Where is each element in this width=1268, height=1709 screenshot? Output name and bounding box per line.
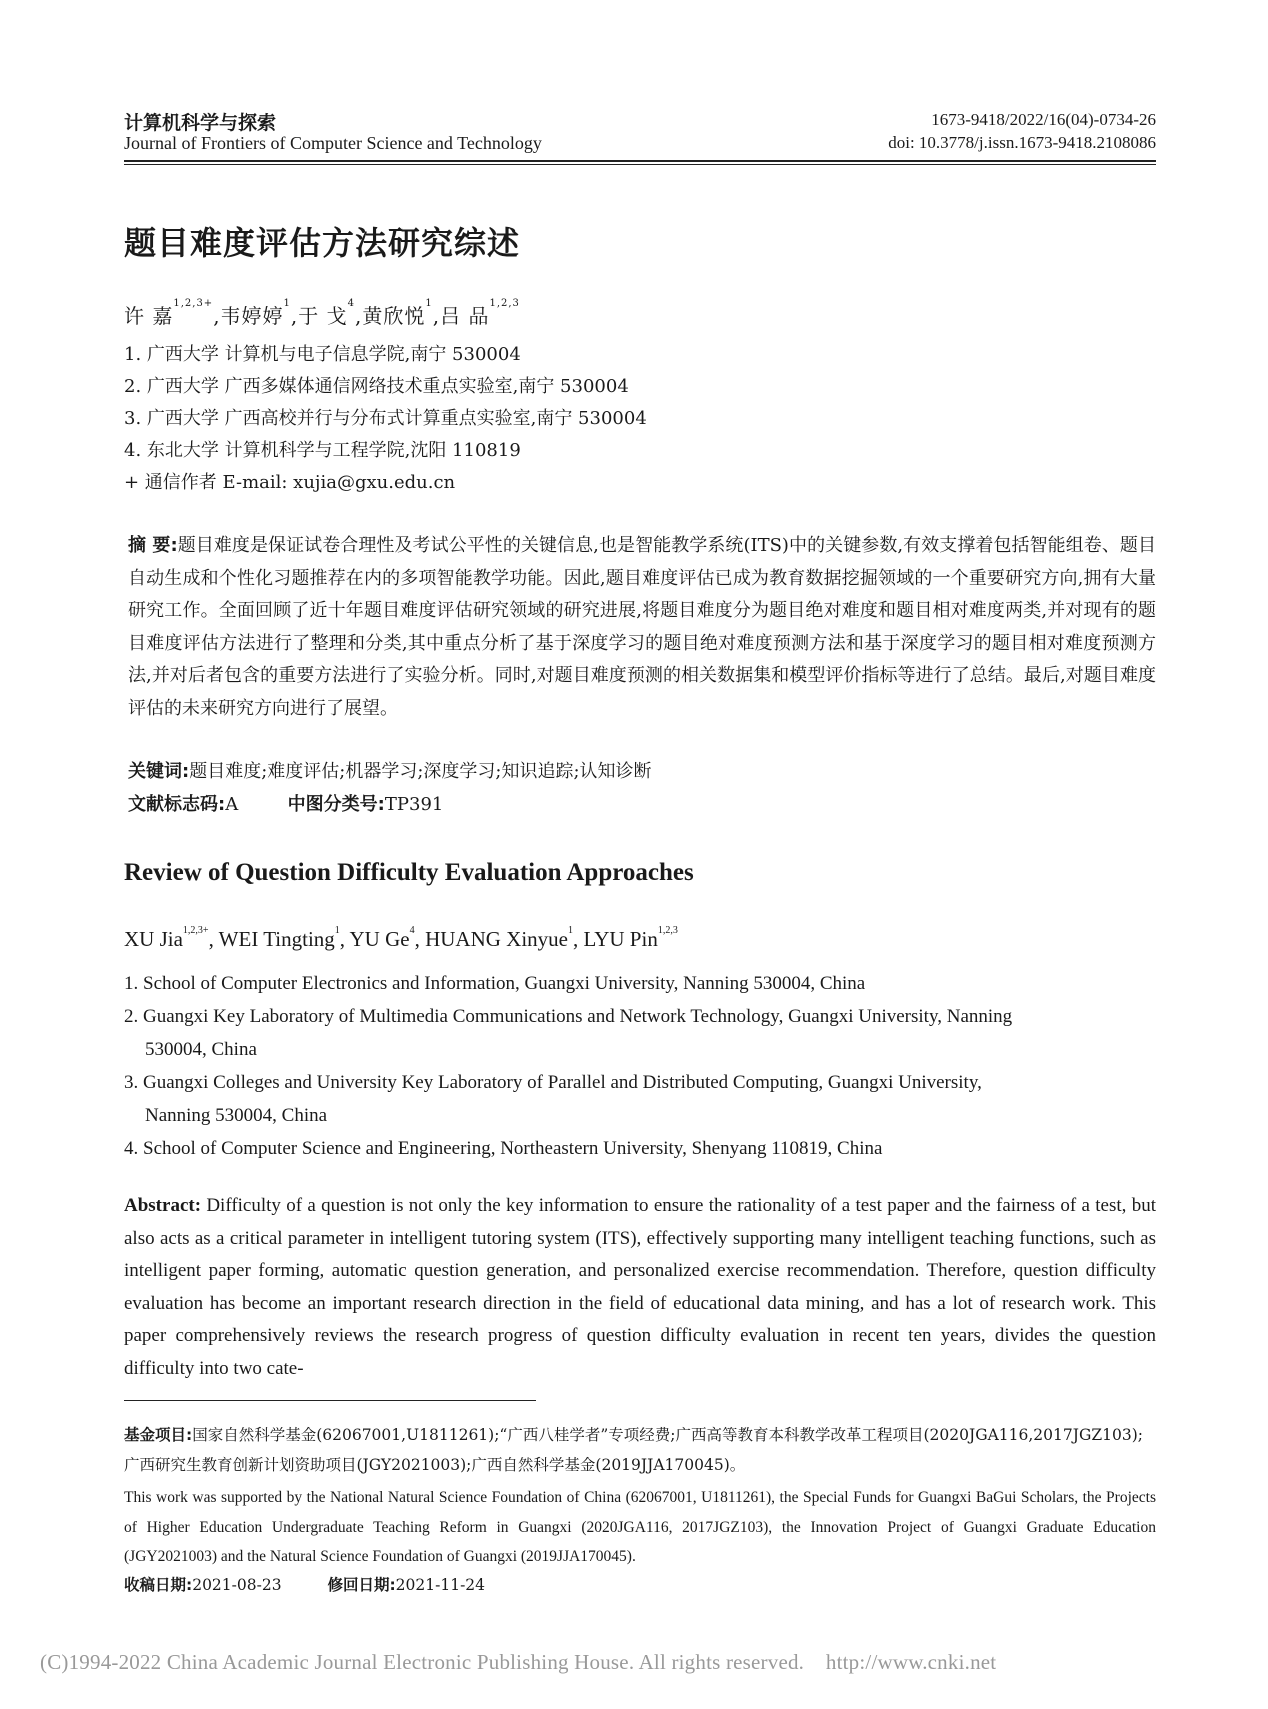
- affiliation-cn-2: 2. 广西大学 广西多媒体通信网络技术重点实验室,南宁 530004: [124, 376, 629, 397]
- affiliation-en-1: 1. School of Computer Electronics and Information, Guangxi University, Nanning 530004, China: [124, 973, 866, 994]
- funding-cn-text: 国家自然科学基金(62067001,U1811261);“广西八桂学者”专项经费;广西高等教育本科教学改革工程项目(2020JGA116,2017JGZ103);广西研究生教育创新计划资助项目(JGY2021003);广西自然科学基金(2019JJA170045)。: [124, 1426, 1143, 1474]
- keywords-cn-label: 关键词:: [128, 761, 190, 782]
- author-name: , HUANG Xinyue: [414, 927, 568, 951]
- author-name: , LYU Pin: [573, 927, 658, 951]
- abstract-en: [124, 1190, 1156, 1385]
- copyright-notice: (C)1994-2022 China Academic Journal Electronic Publishing House. All rights reserved. http://www.cnki.net: [40, 1650, 997, 1674]
- abstract-cn: [128, 530, 1156, 725]
- abstract-en-label: Abstract:: [124, 1195, 202, 1216]
- author-name: 许 嘉: [124, 304, 174, 328]
- doc-code-label: 文献标志码:: [128, 794, 226, 815]
- funding-en: This work was supported by the National Natural Science Foundation of China (62067001, U1811261), the Special Funds for Guangxi BaGui Scholars, the Projects of Higher Education Undergraduate Teaching Reform in Guangxi (2020JGA116, 2017JGZ103), the Innovation Project of Guangxi Graduate Education (JGY2021003) and the Natural Science Foundation of Guangxi (2019JJA170045).: [124, 1489, 1156, 1565]
- header-rule: [124, 160, 1156, 162]
- author-sup: 4: [409, 925, 415, 936]
- author-name: ,黄欣悦: [355, 304, 426, 328]
- author-sup: 1,2,3: [489, 298, 520, 309]
- affiliation-en-3-cont: Nanning 530004, China: [145, 1105, 328, 1126]
- classification-codes: [128, 790, 443, 816]
- issn-line: 1673-9418/2022/16(04)-0734-26: [931, 110, 1156, 129]
- doi-line: doi: 10.3778/j.issn.1673-9418.2108086: [888, 133, 1156, 152]
- clc-code-label: 中图分类号:: [287, 794, 385, 815]
- author-sup: 1: [568, 925, 573, 936]
- header-rule-thin: [124, 164, 1156, 165]
- author-sup: 1,2,3: [657, 925, 678, 936]
- abstract-cn-text: 题目难度是保证试卷合理性及考试公平性的关键信息,也是智能教学系统(ITS)中的关键参数,有效支撑着包括智能组卷、题目自动生成和个性化习题推荐在内的多项智能教学功能。因此,题目难度评估已成为教育数据挖掘领域的一个重要研究方向,拥有大量研究工作。全面回顾了近十年题目难度评估研究领域的研究进展,将题目难度分为题目绝对难度和题目相对难度两类,并对现有的题目难度评估方法进行了整理和分类,其中重点分析了基于深度学习的题目绝对难度预测方法和基于深度学习的题目相对难度预测方法,并对后者包含的重要方法进行了实验分析。同时,对题目难度预测的相关数据集和模型评价指标等进行了总结。最后,对题目难度评估的未来研究方向进行了展望。: [128, 535, 1156, 719]
- clc-code-value: TP391: [384, 794, 444, 815]
- paper-title-en: Review of Question Difficulty Evaluation Approaches: [124, 859, 694, 886]
- author-sup: 1,2,3+: [182, 925, 209, 936]
- abstract-en-text: Difficulty of a question is not only the key information to ensure the rationality of a test paper and the fairness of a test, but also acts as a critical parameter in intelligent tutoring system (ITS), effectively supporting many intelligent teaching functions, such as intelligent paper forming, automatic question generation, and personalized exercise recommendation. Therefore, question difficulty evaluation has become an important research direction in the field of educational data mining, and has a lot of research work. This paper comprehensively reviews the research progress of question difficulty evaluation in recent ten years, divides the question difficulty into two cate-: [124, 1195, 1156, 1379]
- author-sup: 1: [283, 298, 291, 309]
- keywords-cn-text: 题目难度;难度评估;机器学习;深度学习;知识追踪;认知诊断: [189, 761, 652, 782]
- authors-en: [124, 927, 678, 952]
- submission-dates: [124, 1573, 485, 1595]
- journal-name-en: Journal of Frontiers of Computer Science and Technology: [124, 133, 542, 153]
- author-sup: 1,2,3+: [173, 298, 214, 309]
- paper-title-cn: 题目难度评估方法研究综述: [124, 224, 521, 262]
- affiliation-cn-3: 3. 广西大学 广西高校并行与分布式计算重点实验室,南宁 530004: [124, 408, 647, 429]
- affiliation-en-4: 4. School of Computer Science and Engineering, Northeastern University, Shenyang 110819, China: [124, 1138, 883, 1159]
- affiliation-en-3: 3. Guangxi Colleges and University Key Laboratory of Parallel and Distributed Computing, Guangxi University,: [124, 1072, 982, 1093]
- revised-date: 2021-11-24: [395, 1576, 486, 1594]
- footnote-rule: [124, 1400, 536, 1401]
- journal-name-cn: 计算机科学与探索: [124, 112, 277, 134]
- abstract-cn-label: 摘 要:: [128, 535, 178, 556]
- author-sup: 1: [334, 925, 340, 936]
- revised-label: 修回日期:: [327, 1576, 396, 1594]
- author-name: , YU Ge: [339, 927, 410, 951]
- affiliation-en-2-cont: 530004, China: [145, 1039, 257, 1060]
- author-name: ,韦婷婷: [213, 304, 284, 328]
- received-date: 2021-08-23: [192, 1576, 282, 1594]
- corresponding-author-email: + 通信作者 E-mail: xujia@gxu.edu.cn: [124, 472, 456, 493]
- author-name: ,吕 品: [432, 304, 490, 328]
- funding-cn: [124, 1420, 1156, 1480]
- affiliation-cn-4: 4. 东北大学 计算机科学与工程学院,沈阳 110819: [124, 440, 521, 461]
- keywords-cn: [128, 757, 652, 783]
- funding-cn-label: 基金项目:: [124, 1426, 193, 1444]
- received-label: 收稿日期:: [124, 1576, 193, 1594]
- author-name: ,于 戈: [290, 304, 348, 328]
- author-sup: 4: [347, 298, 356, 309]
- affiliation-cn-1: 1. 广西大学 计算机与电子信息学院,南宁 530004: [124, 344, 521, 365]
- author-name: , WEI Tingting: [208, 927, 335, 951]
- authors-cn: [124, 300, 520, 329]
- affiliation-en-2: 2. Guangxi Key Laboratory of Multimedia Communications and Network Technology, Guangxi University, Nanning: [124, 1006, 1013, 1027]
- author-name: XU Jia: [124, 927, 183, 951]
- author-sup: 1: [425, 298, 433, 309]
- doc-code-value: A: [225, 794, 239, 815]
- affiliations-en: [124, 967, 1156, 1165]
